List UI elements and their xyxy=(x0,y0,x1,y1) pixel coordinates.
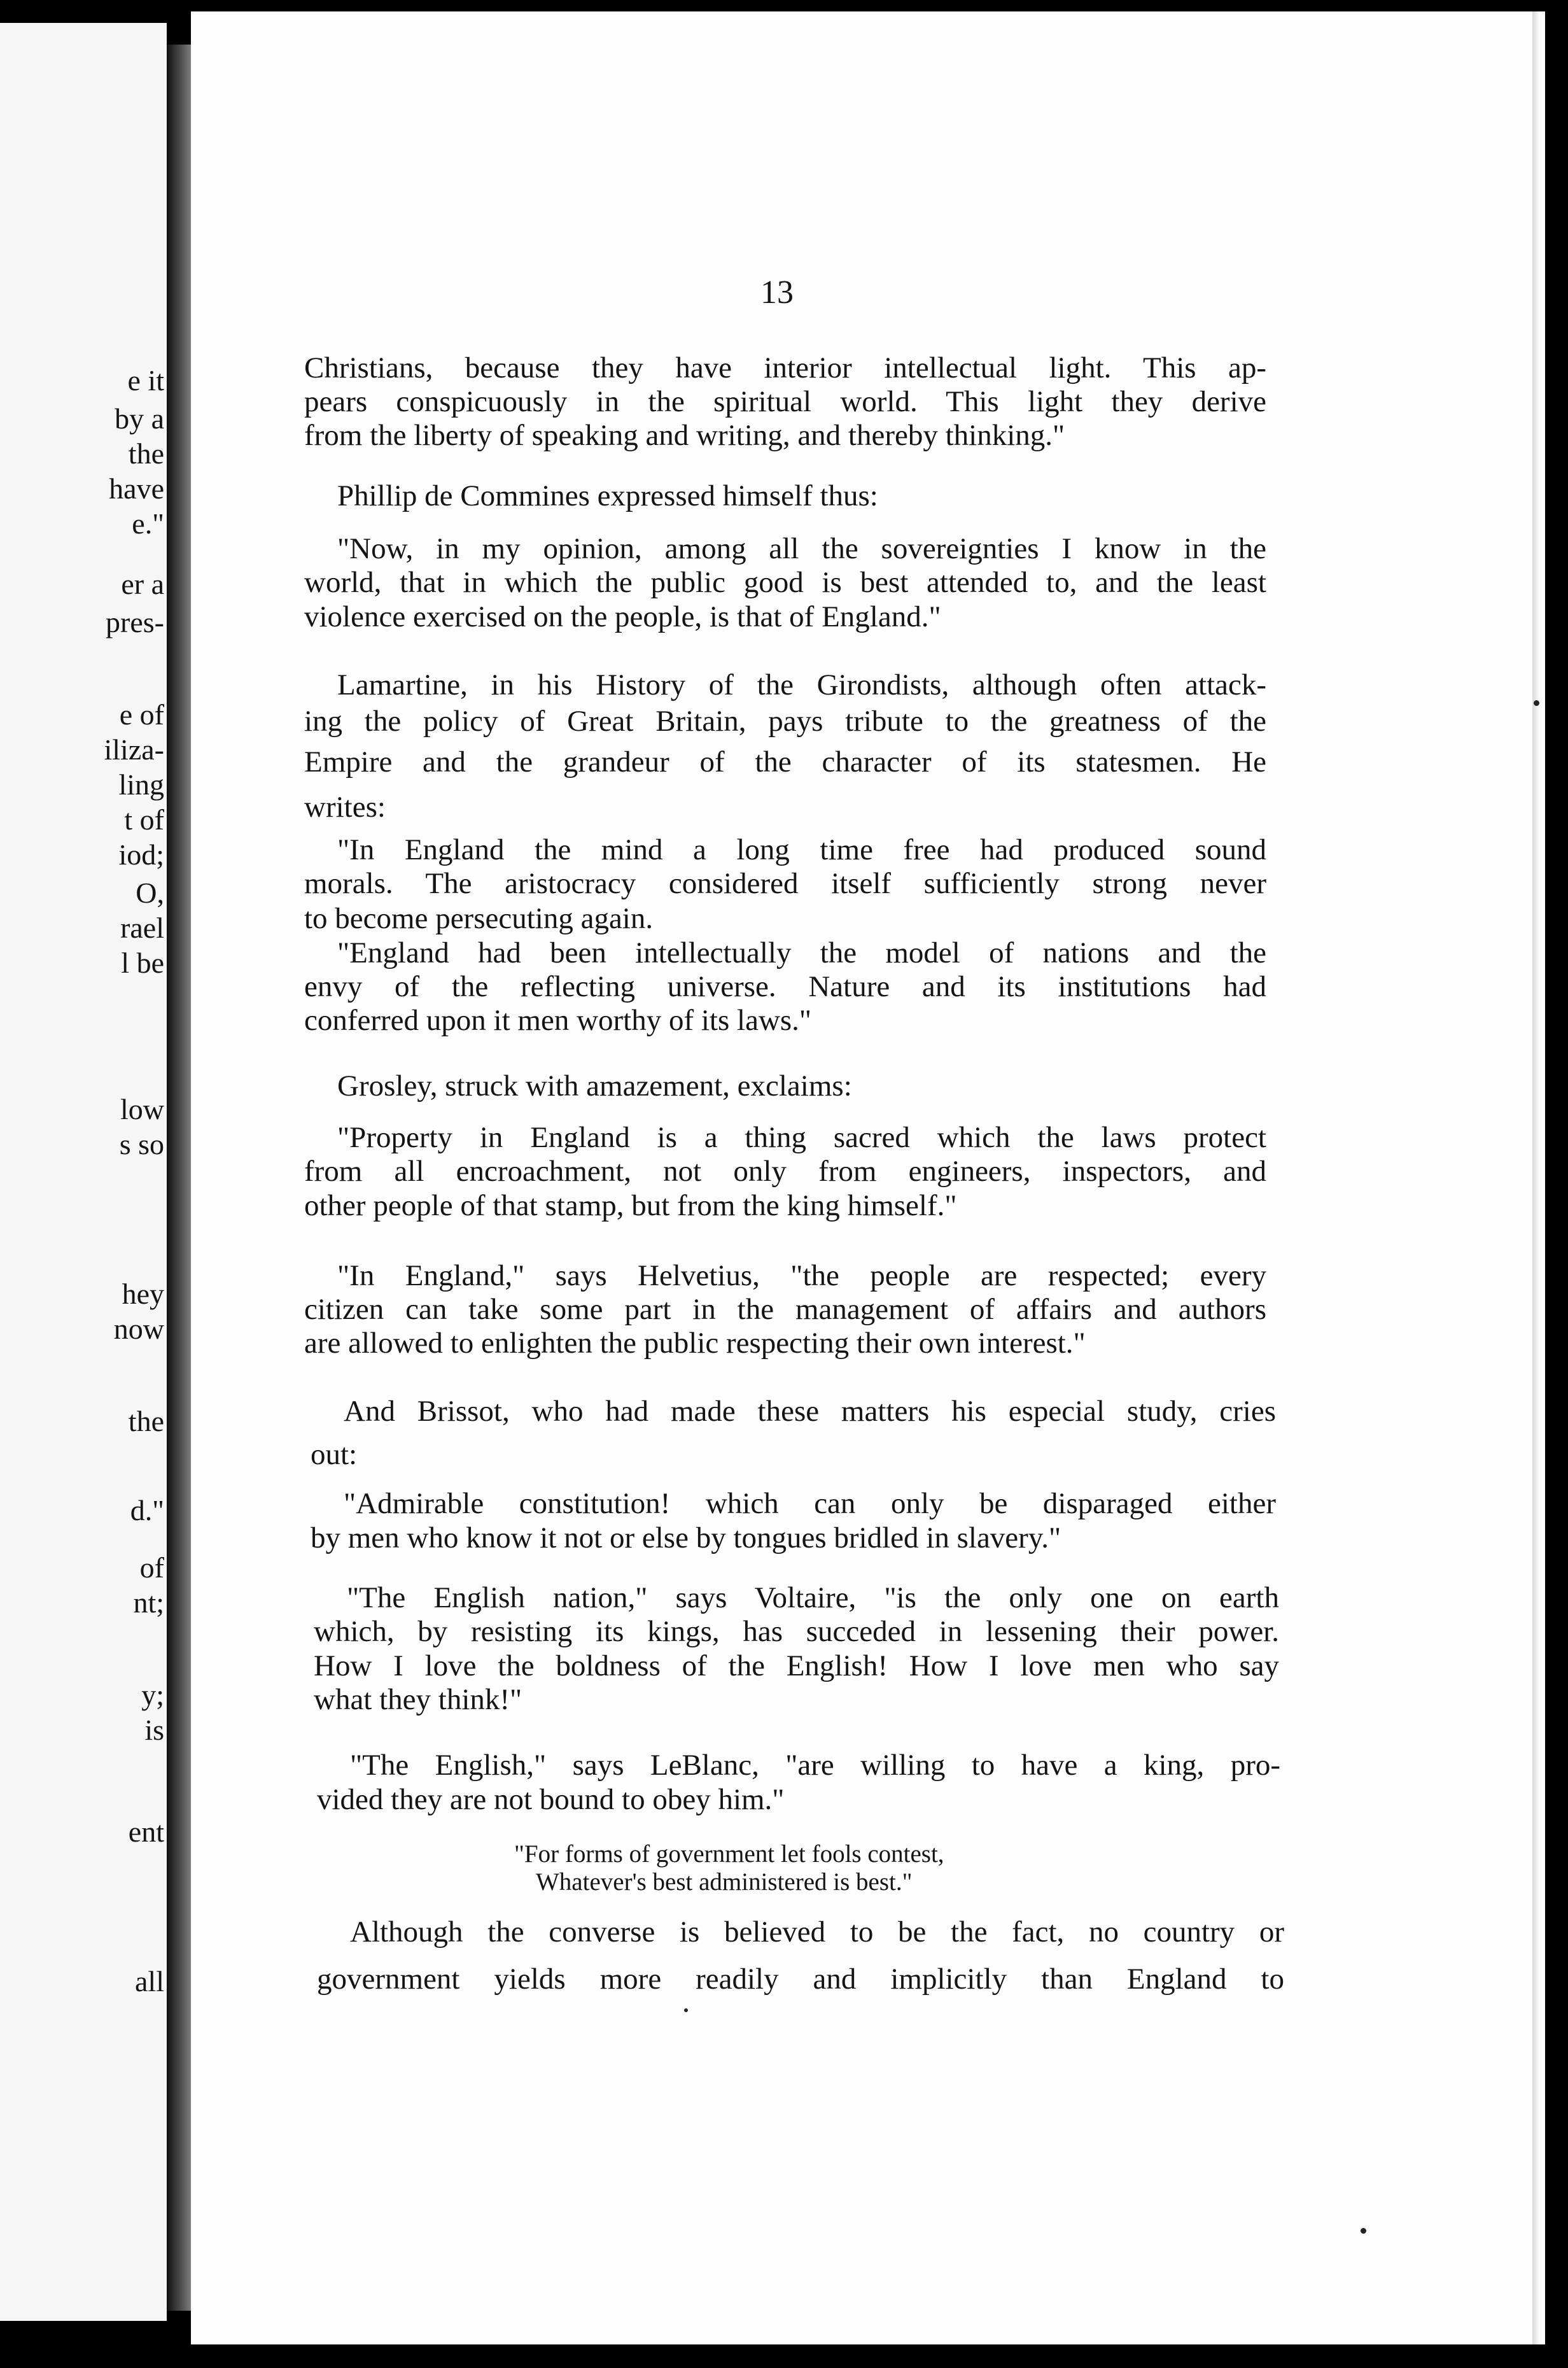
text-line: citizen can take some part in the management of affairs and authors xyxy=(304,1293,1266,1326)
verse-line: Whatever's best administered is best." xyxy=(536,1868,913,1896)
ink-speck xyxy=(684,2008,688,2012)
text-line: conferred upon it men worthy of its laws." xyxy=(304,1004,812,1037)
facing-page-fragment xyxy=(0,23,167,2321)
text-line: government yields more readily and implicitly than England to xyxy=(317,1963,1284,1996)
verse-line: "For forms of government let fools contest, xyxy=(514,1840,944,1868)
facing-page-line: er a xyxy=(121,568,164,600)
facing-page-line: now xyxy=(113,1313,164,1345)
text-line: morals. The aristocracy considered itself sufficiently strong never xyxy=(304,867,1266,900)
ink-speck xyxy=(1361,2228,1366,2234)
text-line: other people of that stamp, but from the king himself." xyxy=(304,1189,957,1222)
text-line: vided they are not bound to obey him." xyxy=(317,1783,785,1816)
facing-page-line: iliza- xyxy=(104,733,164,766)
page-edge xyxy=(1532,11,1540,2344)
text-line: "Admirable constitution! which can only be disparaged either xyxy=(344,1487,1276,1520)
text-line: ing the policy of Great Britain, pays tribute to the greatness of the xyxy=(304,705,1266,738)
text-line: from all encroachment, not only from engineers, inspectors, and xyxy=(304,1155,1266,1188)
facing-page-line: ling xyxy=(118,768,164,801)
facing-page-line: e of xyxy=(119,698,164,731)
text-line: How I love the boldness of the English! How I love men who say xyxy=(314,1649,1279,1682)
facing-page-line: l be xyxy=(121,947,164,979)
text-line: pears conspicuously in the spiritual world. This light they derive xyxy=(304,385,1266,418)
facing-page-line: of xyxy=(139,1551,164,1584)
facing-page-line: e it xyxy=(127,364,164,397)
text-line: "England had been intellectually the model of nations and the xyxy=(337,936,1266,969)
text-line: out: xyxy=(311,1438,358,1471)
text-line: Lamartine, in his History of the Girondists, although often attack- xyxy=(337,668,1266,701)
text-line: world, that in which the public good is best attended to, and the least xyxy=(304,566,1266,599)
ink-speck xyxy=(1534,700,1539,706)
text-line: Empire and the grandeur of the character of its statesmen. He xyxy=(304,745,1266,779)
facing-page-line: iod; xyxy=(118,838,164,871)
facing-page-line: the xyxy=(128,437,164,470)
facing-page-line: O, xyxy=(136,877,164,909)
text-line: are allowed to enlighten the public respecting their own interest." xyxy=(304,1327,1086,1360)
facing-page-line: ent xyxy=(128,1815,164,1848)
text-line: "In England the mind a long time free had produced sound xyxy=(337,833,1266,866)
facing-page-line: by a xyxy=(115,402,164,435)
text-line: Although the converse is believed to be the fact, no country or xyxy=(350,1915,1284,1949)
facing-page-line: have xyxy=(109,472,164,505)
facing-page-line: low xyxy=(120,1093,164,1125)
text-line: violence exercised on the people, is that of England." xyxy=(304,600,941,633)
facing-page-line: hey xyxy=(122,1278,164,1310)
facing-page-line: y; xyxy=(141,1679,164,1711)
text-line: "Property in England is a thing sacred which the laws protect xyxy=(337,1121,1266,1154)
facing-page-line: e." xyxy=(132,507,164,540)
page-number: 13 xyxy=(760,274,794,311)
text-line: Phillip de Commines expressed himself thus: xyxy=(337,479,878,512)
text-line: Grosley, struck with amazement, exclaims: xyxy=(337,1069,852,1103)
facing-page-line: t of xyxy=(124,803,164,836)
facing-page-line: pres- xyxy=(106,606,164,638)
text-line: "The English," says LeBlanc, "are willing to have a king, pro- xyxy=(350,1749,1280,1782)
facing-page-line: rael xyxy=(120,912,164,944)
text-line: by men who know it not or else by tongues bridled in slavery." xyxy=(311,1521,1061,1554)
text-line: "Now, in my opinion, among all the sovereignties I know in the xyxy=(337,532,1266,565)
facing-page-line: the xyxy=(128,1405,164,1437)
text-line: to become persecuting again. xyxy=(304,902,654,935)
text-line: Christians, because they have interior intellectual light. This ap- xyxy=(304,351,1266,384)
text-line: And Brissot, who had made these matters his especial study, cries xyxy=(344,1395,1276,1428)
text-line: what they think!" xyxy=(314,1683,522,1716)
text-line: envy of the reflecting universe. Nature and its institutions had xyxy=(304,970,1266,1003)
text-line: which, by resisting its kings, has succeded in lessening their power. xyxy=(314,1615,1279,1648)
text-line: "In England," says Helvetius, "the people are respected; every xyxy=(337,1259,1266,1292)
facing-page-line: all xyxy=(135,1965,164,1998)
facing-page-line: d." xyxy=(130,1494,164,1526)
facing-page-line: s so xyxy=(119,1128,164,1160)
facing-page-line: nt; xyxy=(133,1586,164,1619)
text-line: "The English nation," says Voltaire, "is the only one on earth xyxy=(347,1581,1279,1614)
text-line: from the liberty of speaking and writing, and thereby thinking." xyxy=(304,419,1065,452)
facing-page-line: is xyxy=(144,1714,164,1746)
text-line: writes: xyxy=(304,791,386,824)
